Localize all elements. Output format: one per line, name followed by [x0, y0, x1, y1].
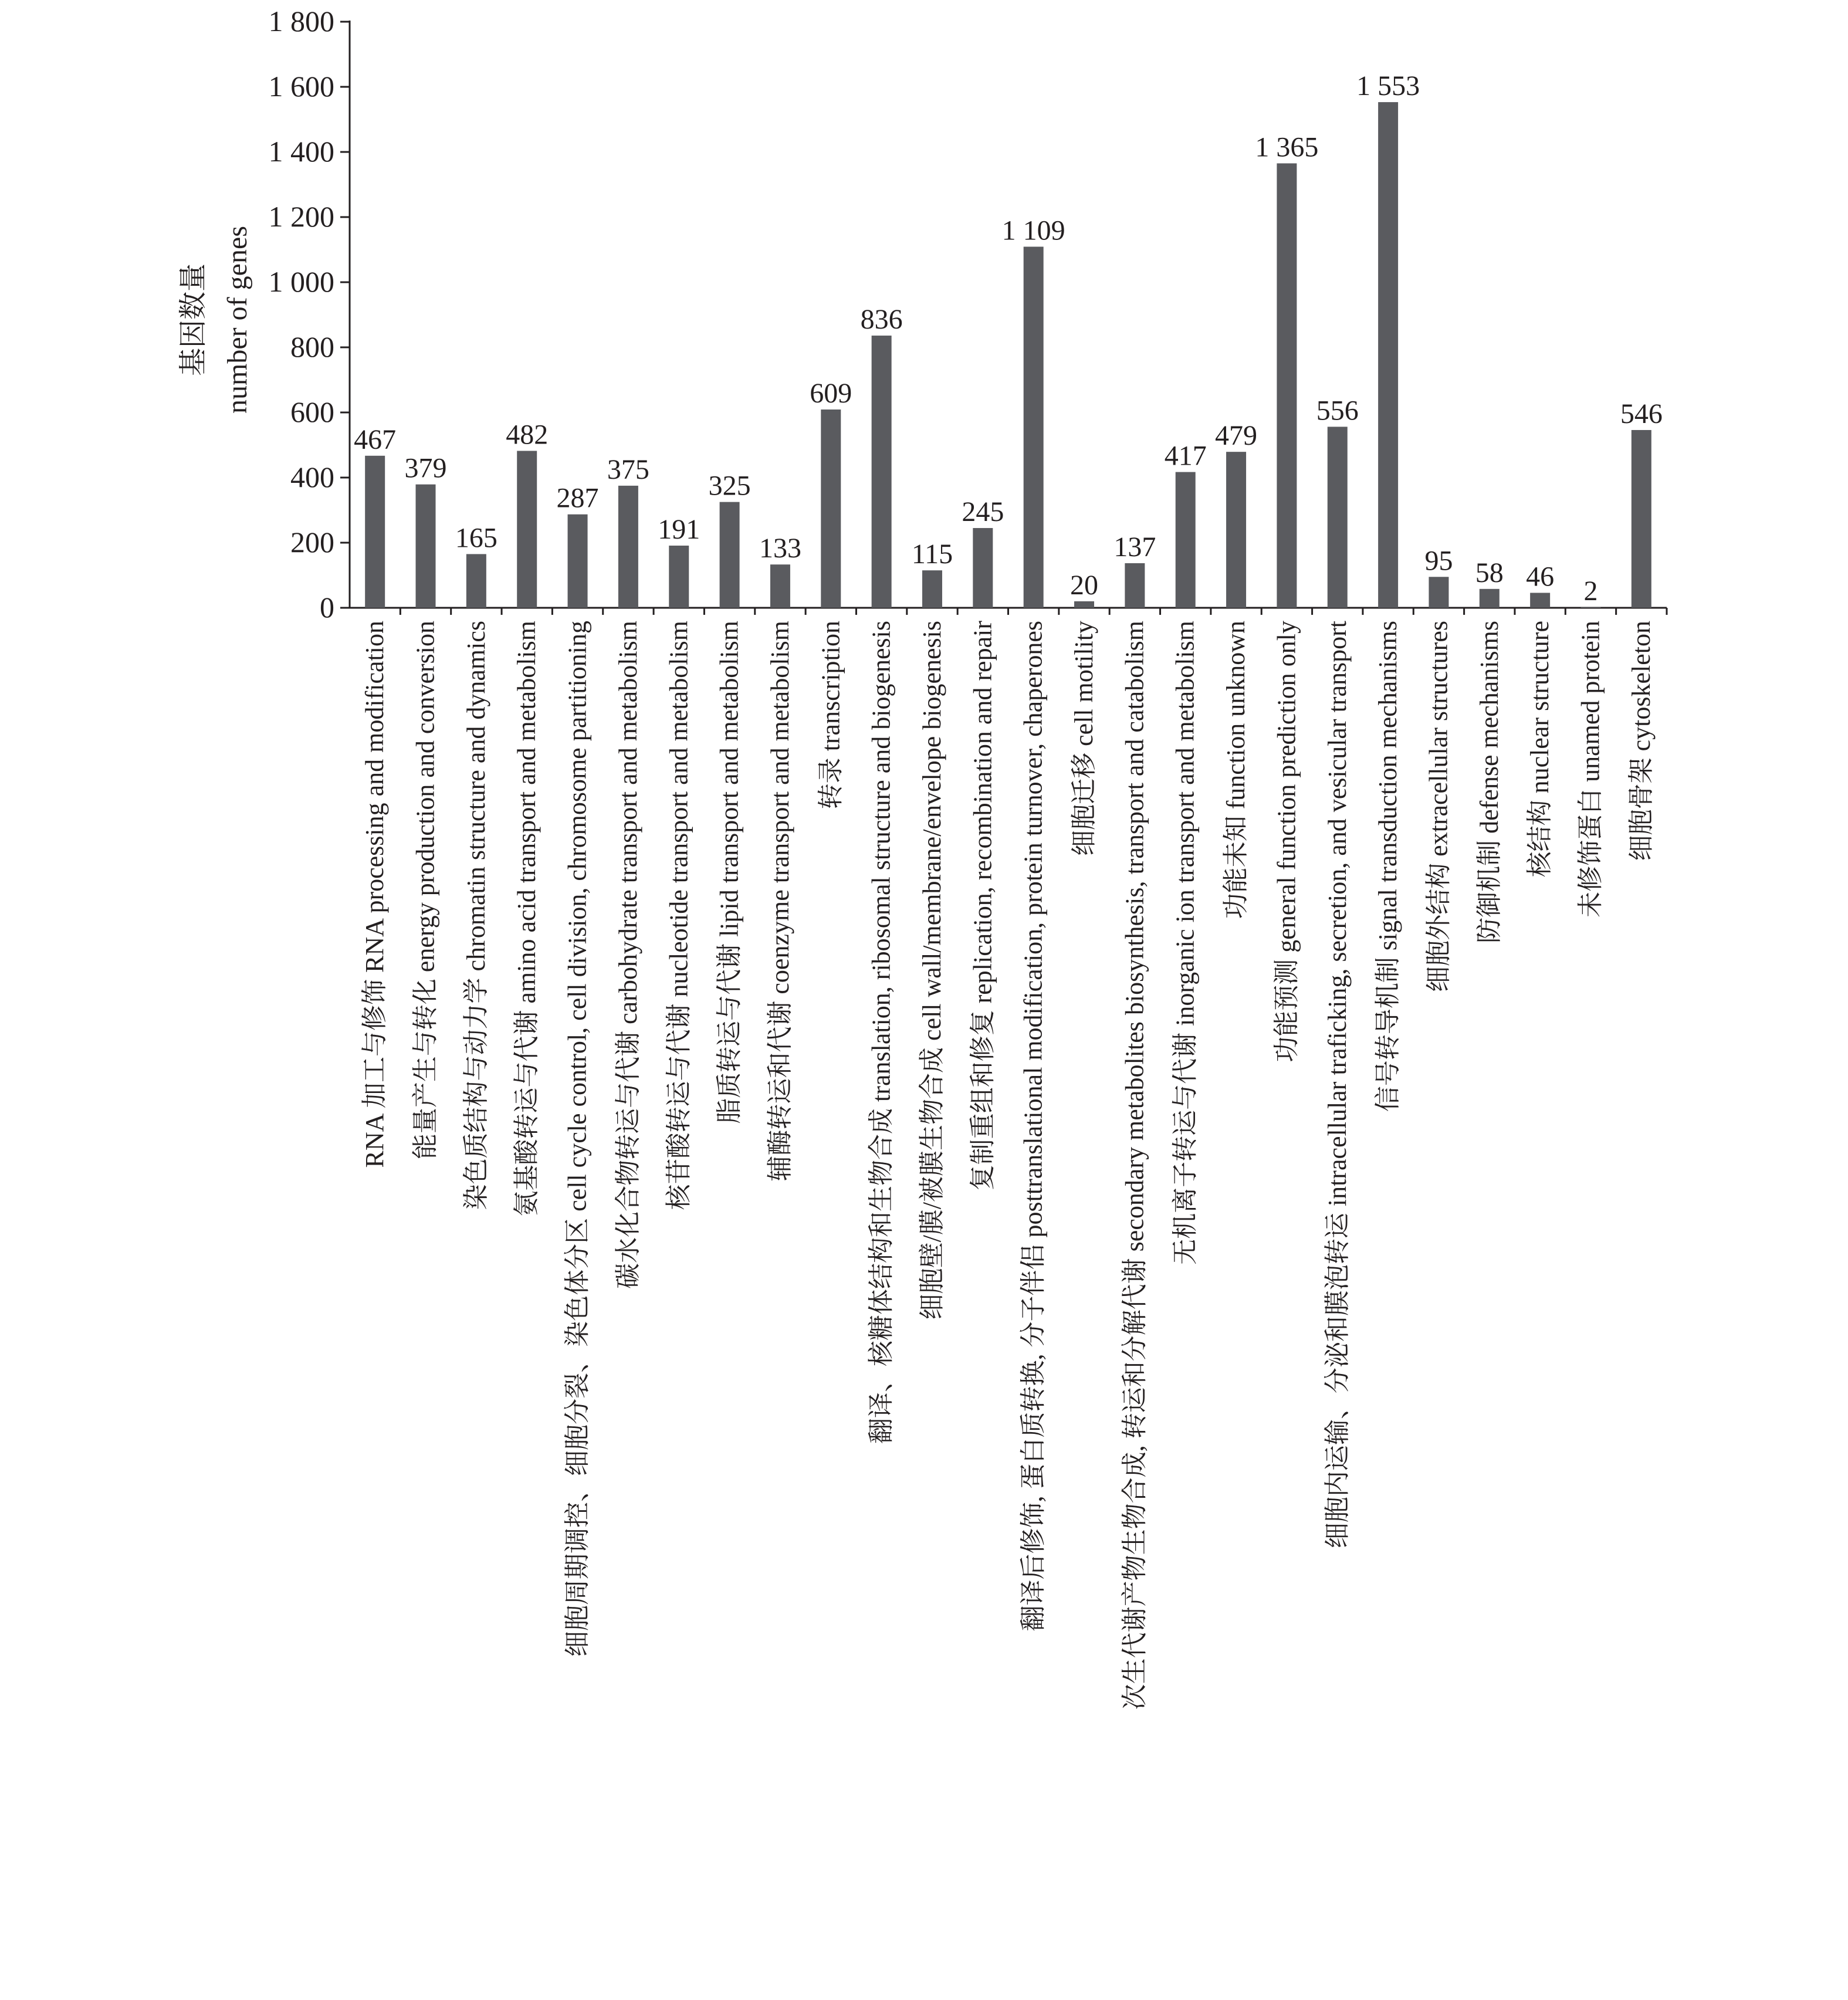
bar-value-label: 375 [607, 454, 649, 485]
bar [1530, 593, 1550, 608]
category-label: 核苷酸转运与代谢 nucleotide transport and metabolism [664, 621, 693, 1210]
bar-value-label: 137 [1113, 531, 1156, 563]
y-tick-label: 200 [290, 526, 334, 559]
category-label: 氨基酸转运与代谢 amino acid transport and metabolism [512, 621, 541, 1217]
category-label: 防御机制 defense mechanisms [1474, 621, 1504, 943]
bar-value-label: 546 [1620, 398, 1663, 429]
bar [720, 502, 740, 608]
y-tick-label: 800 [290, 330, 334, 363]
y-axis-ticks [269, 5, 350, 624]
category-label: 辅酶转运和代谢 coenzyme transport and metabolism [765, 621, 794, 1182]
y-axis-title [178, 226, 253, 414]
category-label: 细胞内运输、分泌和膜泡转运 intracellular traficking, secretion, and vesicular transport [1322, 621, 1352, 1549]
bar [1125, 563, 1145, 608]
category-label: 染色质结构与动力学 chromatin structure and dynamics [461, 621, 490, 1210]
bar-value-label: 1 365 [1255, 131, 1319, 163]
value-labels [354, 70, 1663, 607]
bar-value-label: 836 [860, 304, 903, 336]
bar [1480, 589, 1500, 608]
category-label: RNA 加工与修饰 RNA processing and modification [360, 621, 390, 1168]
bar-value-label: 325 [708, 470, 751, 502]
y-tick-label: 600 [290, 395, 334, 428]
category-label: 碳水化合物转运与代谢 carbohydrate transport and metabolism [613, 621, 642, 1289]
category-label: 细胞壁/膜/被膜生物合成 cell wall/membrane/envelope biogenesis [917, 621, 946, 1320]
bar-value-label: 379 [404, 452, 447, 484]
category-label: 翻译、核糖体结构和生物合成 translation, ribosomal structure and biogenesis [867, 621, 896, 1444]
bar [1328, 427, 1348, 608]
bar-value-label: 467 [354, 424, 397, 455]
bar [922, 570, 942, 608]
bar [1024, 247, 1044, 608]
bar-value-label: 133 [759, 533, 801, 564]
bars [365, 102, 1667, 615]
bar [1580, 607, 1600, 608]
category-label: 翻译后修饰, 蛋白质转换, 分子伴侣 posttranslational modification, protein turnover, chaperones [1018, 621, 1048, 1632]
bar [618, 486, 638, 608]
category-label: 功能预测 general function prediction only [1272, 621, 1301, 1062]
y-axis-title-cn: 基因数量 [178, 263, 209, 377]
category-label: 细胞周期调控、细胞分裂、染色体分区 cell cycle control, cell division, chromosome partitioning [563, 621, 592, 1657]
bar [1074, 601, 1094, 608]
y-tick-label: 1 000 [268, 265, 334, 298]
bar [770, 564, 790, 608]
y-tick-label: 400 [290, 461, 334, 493]
category-label: 功能未知 function unknown [1221, 621, 1251, 919]
bar [1277, 163, 1297, 608]
category-label: 未修饰蛋白 unamed protein [1576, 621, 1605, 918]
bar-value-label: 479 [1215, 420, 1258, 452]
bar [568, 515, 588, 608]
bar-value-label: 191 [658, 513, 700, 545]
bar-value-label: 245 [962, 496, 1004, 528]
bar-value-label: 58 [1475, 557, 1504, 588]
y-tick-label: 1 400 [268, 135, 334, 168]
y-tick-label: 0 [320, 591, 334, 624]
category-label: 无机离子转运与代谢 inorganic ion transport and metabolism [1170, 621, 1200, 1265]
axes [350, 21, 1667, 608]
category-label: 能量产生与转化 energy production and conversion [411, 621, 440, 1160]
bar [466, 554, 486, 608]
category-label: 核结构 nuclear structure [1525, 621, 1555, 878]
category-label: 细胞迁移 cell motility [1069, 621, 1099, 856]
bar-value-label: 165 [455, 522, 497, 554]
bar [365, 456, 385, 608]
y-tick-label: 1 600 [268, 70, 334, 103]
category-label: 复制重组和修复 replication, recombination and repair [968, 621, 997, 1191]
bar-value-label: 20 [1070, 569, 1099, 601]
y-axis-title-en: number of genes [222, 226, 253, 414]
bar [1378, 102, 1398, 608]
bar-value-label: 95 [1424, 545, 1453, 577]
bar-value-label: 1 553 [1356, 70, 1420, 102]
bar-value-label: 2 [1583, 575, 1598, 607]
bar-value-label: 1 109 [1001, 215, 1065, 246]
bar [517, 451, 537, 608]
bar-value-label: 46 [1526, 561, 1555, 593]
category-label: 转录 transcription [816, 621, 845, 810]
bar [973, 528, 993, 608]
bar-value-label: 556 [1316, 395, 1359, 427]
bar [1176, 472, 1196, 608]
bar-value-label: 482 [506, 419, 549, 451]
bar [1429, 577, 1448, 608]
y-tick-label: 1 200 [268, 200, 334, 233]
category-label: 细胞骨架 cytoskeleton [1626, 621, 1656, 861]
category-label: 次生代谢产物生物合成, 转运和分解代谢 secondary metabolites biosynthesis, transport and catabolism [1120, 621, 1149, 1710]
bar [669, 546, 689, 608]
bar-value-label: 417 [1164, 440, 1207, 472]
bar [1226, 452, 1246, 608]
y-tick-label: 1 800 [268, 5, 334, 38]
category-labels [360, 621, 1656, 1710]
bar-value-label: 609 [810, 378, 852, 410]
category-label: 细胞外结构 extracellular structures [1424, 621, 1453, 992]
bar [821, 410, 841, 608]
bar [416, 485, 436, 608]
bar [1632, 430, 1651, 608]
bar [872, 336, 892, 608]
bar-value-label: 115 [911, 539, 953, 570]
bar-value-label: 287 [556, 482, 599, 514]
category-label: 信号转导机制 signal transduction mechanisms [1373, 621, 1403, 1112]
category-label: 脂质转运与代谢 lipid transport and metabolism [715, 621, 744, 1124]
